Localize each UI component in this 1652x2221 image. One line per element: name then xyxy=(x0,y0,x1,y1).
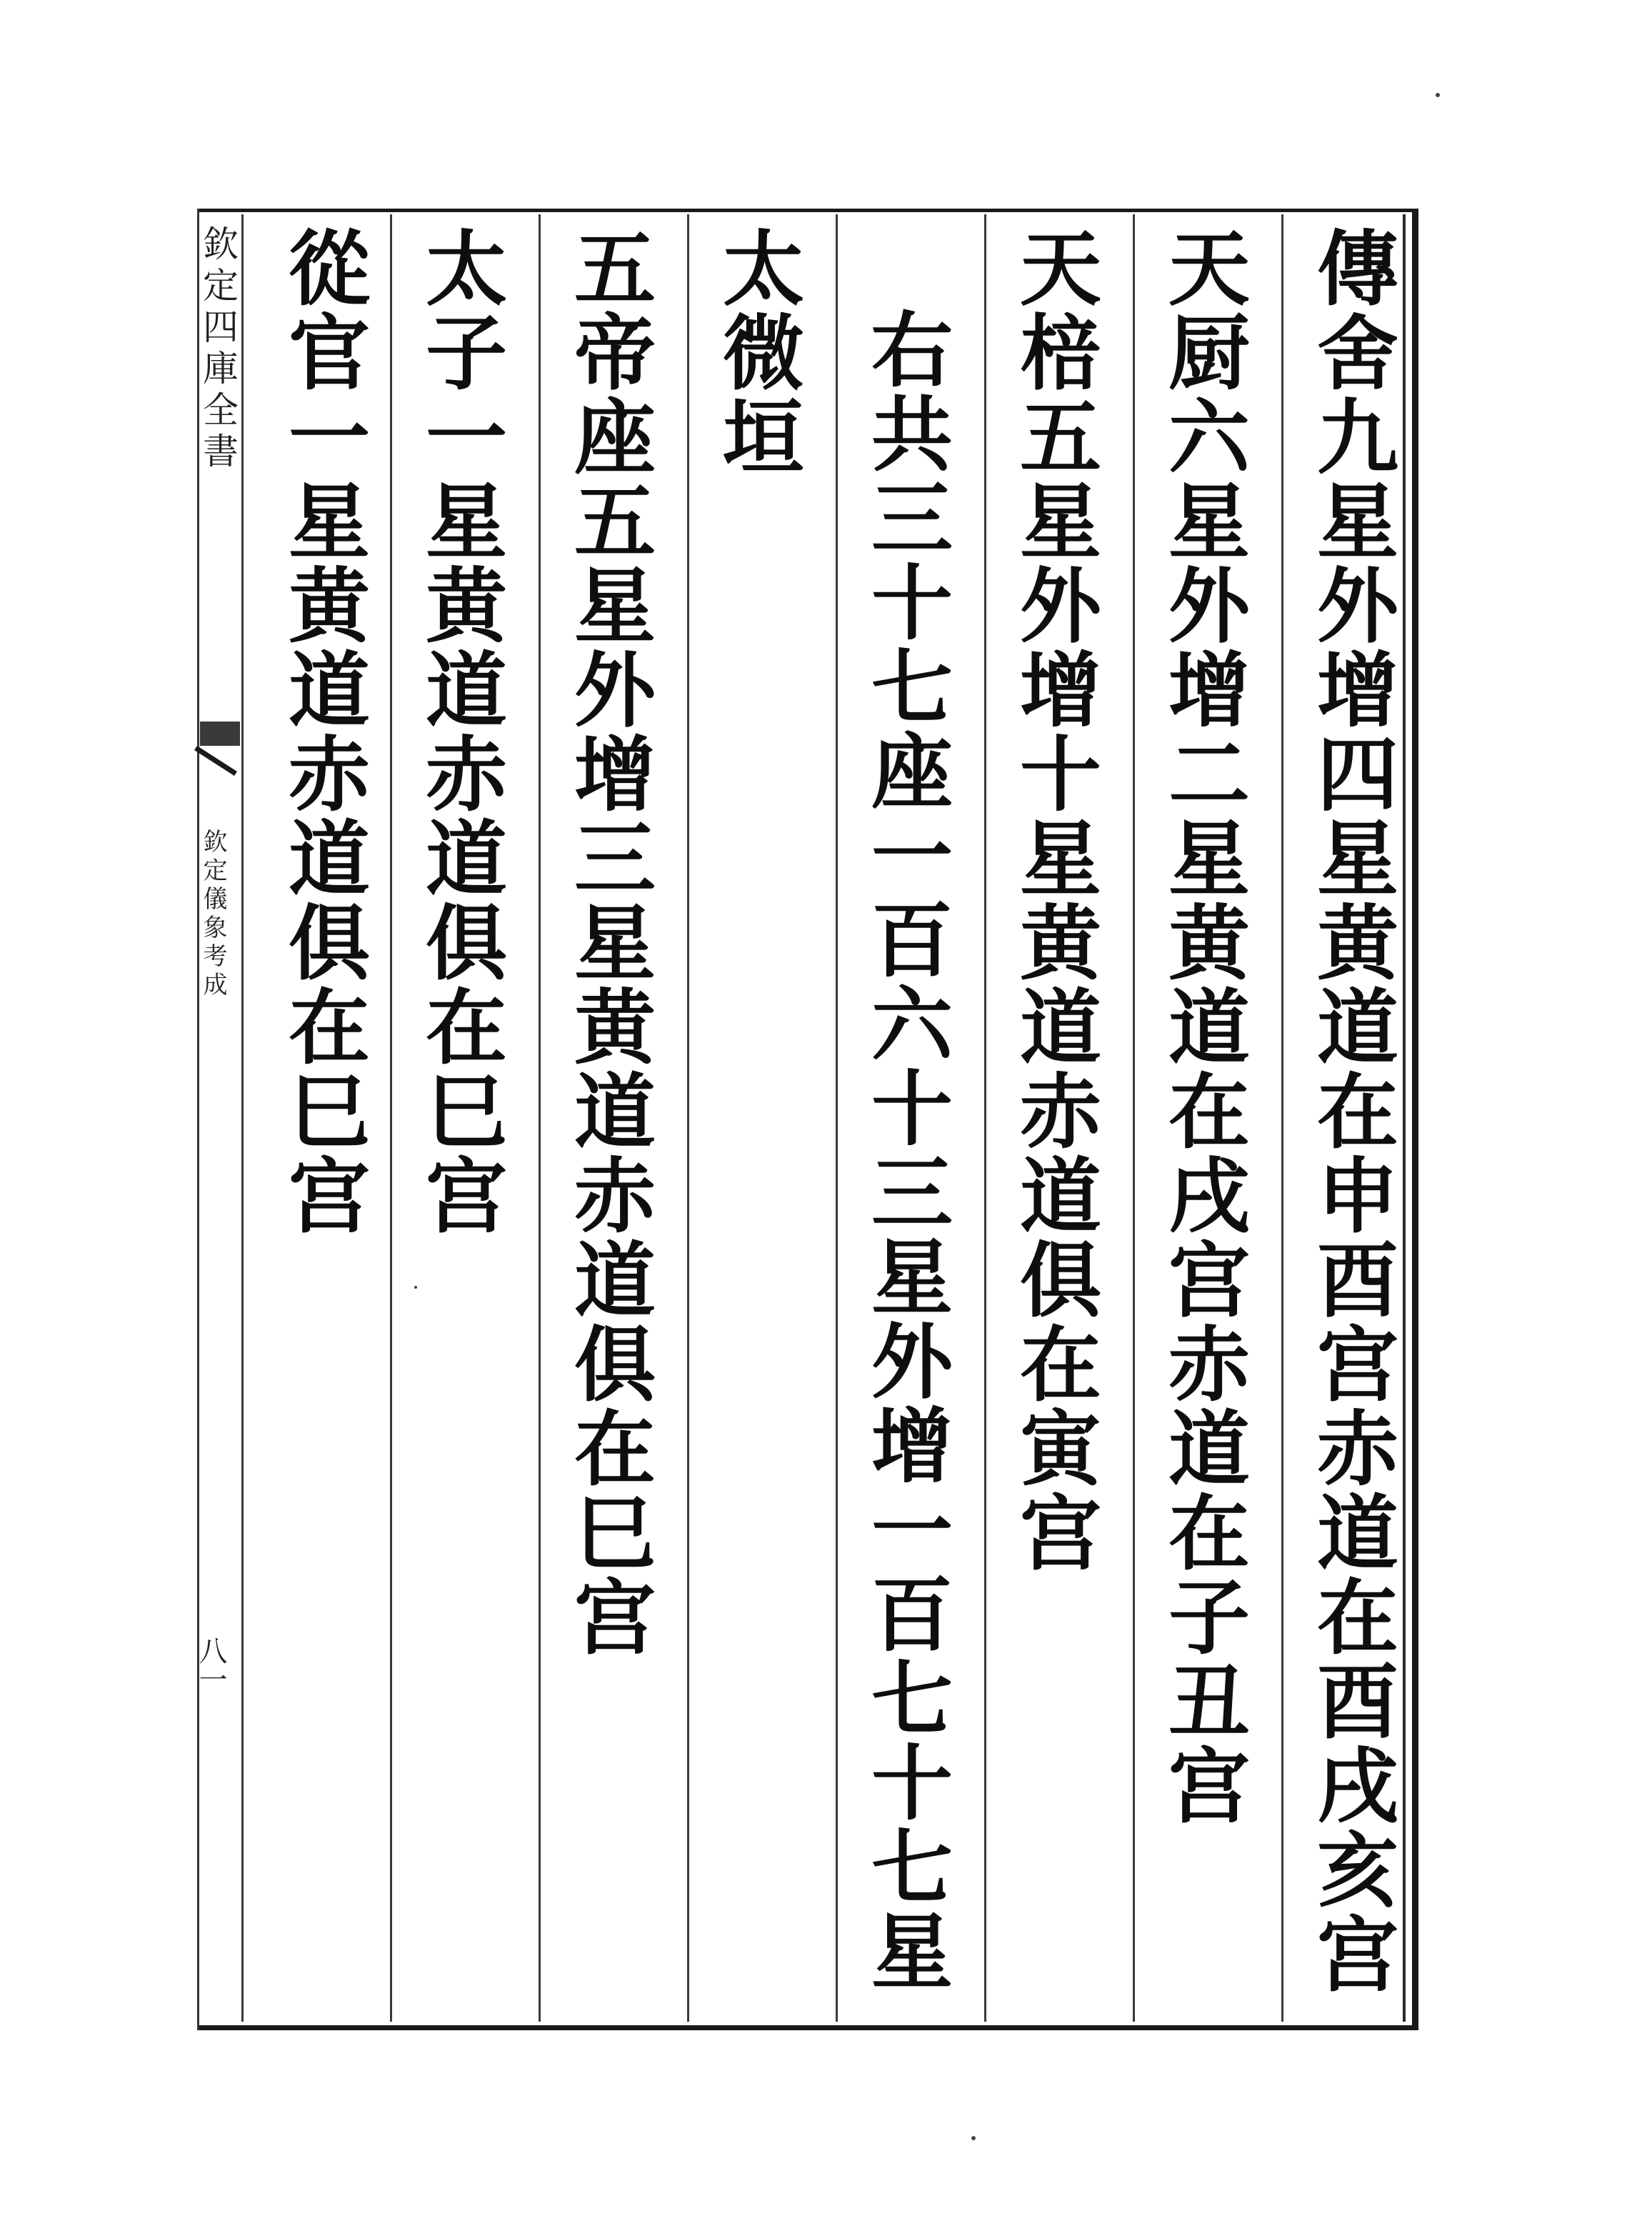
text-column: 太子一星黄道赤道俱在巳宫 xyxy=(412,226,508,1237)
section-heading: 太微垣 xyxy=(709,226,805,479)
scan-speck xyxy=(414,1286,417,1289)
column-rule xyxy=(1281,214,1283,2022)
column-rule xyxy=(390,214,392,2022)
fishtail-mark-icon xyxy=(193,722,243,786)
text-column: 天厨六星外增二星黄道在戌宫赤道在子丑宫 xyxy=(1155,226,1251,1827)
text-column: 從官一星黄道赤道俱在巳宫 xyxy=(275,226,371,1237)
scan-speck xyxy=(1436,93,1440,97)
page-number: 八一 xyxy=(194,1636,227,1693)
column-rule xyxy=(241,214,244,2022)
scan-speck xyxy=(971,2136,976,2140)
text-column: 傳舍九星外增四星黄道在申酉宫赤道在酉戌亥宫 xyxy=(1303,226,1399,1996)
column-rule xyxy=(539,214,541,2022)
book-title: 欽定儀象考成 xyxy=(199,829,227,1000)
text-column: 右共三十七座一百六十三星外增一百七十七星 xyxy=(858,307,953,1993)
column-rule xyxy=(687,214,689,2022)
column-rule xyxy=(1133,214,1135,2022)
text-column: 天棓五星外增十星黄道赤道俱在寅宫 xyxy=(1006,226,1102,1574)
column-rule xyxy=(836,214,838,2022)
text-column: 五帝座五星外增三星黄道赤道俱在巳宫 xyxy=(561,226,656,1659)
edge-series-title: 欽定四庫全書 xyxy=(197,225,239,474)
column-rule xyxy=(984,214,986,2022)
